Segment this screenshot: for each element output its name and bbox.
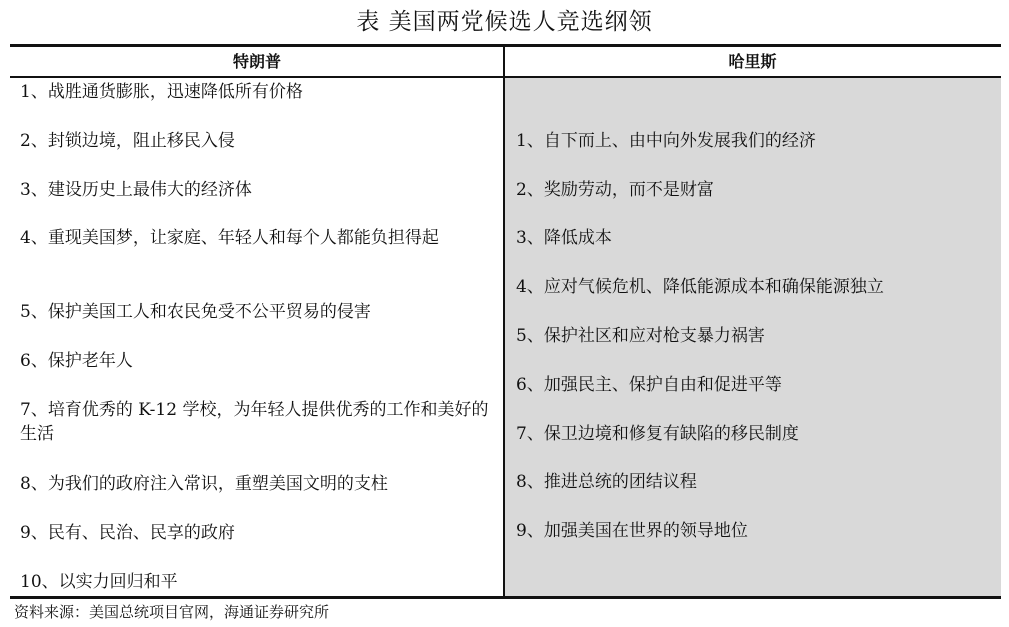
list-item: 7、培育优秀的 K-12 学校，为年轻人提供优秀的工作和美好的生活 (20, 400, 489, 444)
list-item: 8、推进总统的团结议程 (516, 472, 697, 492)
list-item: 4、重现美国梦，让家庭、年轻人和每个人都能负担得起 (20, 228, 439, 248)
column-header-trump: 特朗普 (232, 52, 281, 71)
list-item: 3、建设历史上最伟大的经济体 (20, 180, 252, 200)
list-item: 10、以实力回归和平 (20, 572, 178, 592)
list-item: 7、保卫边境和修复有缺陷的移民制度 (516, 424, 799, 444)
source-note: 资料来源：美国总统项目官网，海通证券研究所 (14, 603, 330, 621)
list-item: 9、民有、民治、民享的政府 (20, 523, 235, 543)
list-item: 8、为我们的政府注入常识，重塑美国文明的支柱 (20, 474, 388, 494)
bottom-rule (10, 596, 1001, 599)
list-item: 5、保护美国工人和农民免受不公平贸易的侵害 (20, 302, 371, 322)
list-item: 6、保护老年人 (20, 351, 133, 371)
list-item: 2、奖励劳动，而不是财富 (516, 180, 714, 200)
list-item: 9、加强美国在世界的领导地位 (516, 521, 748, 541)
platform-table (10, 47, 1001, 596)
list-item: 5、保护社区和应对枪支暴力祸害 (516, 326, 765, 346)
list-item: 2、封锁边境，阻止移民入侵 (20, 131, 235, 151)
column-header-harris: 哈里斯 (728, 52, 777, 71)
list-item: 1、战胜通货膨胀，迅速降低所有价格 (20, 82, 303, 102)
column-divider (503, 47, 505, 596)
list-item: 6、加强民主、保护自由和促进平等 (516, 375, 782, 395)
list-item: 3、降低成本 (516, 228, 612, 248)
list-item: 4、应对气候危机、降低能源成本和确保能源独立 (516, 277, 884, 297)
list-item: 1、自下而上、由中向外发展我们的经济 (516, 131, 816, 151)
table-title: 表 美国两党候选人竞选纲领 (356, 9, 653, 35)
header-rule (10, 76, 1001, 78)
